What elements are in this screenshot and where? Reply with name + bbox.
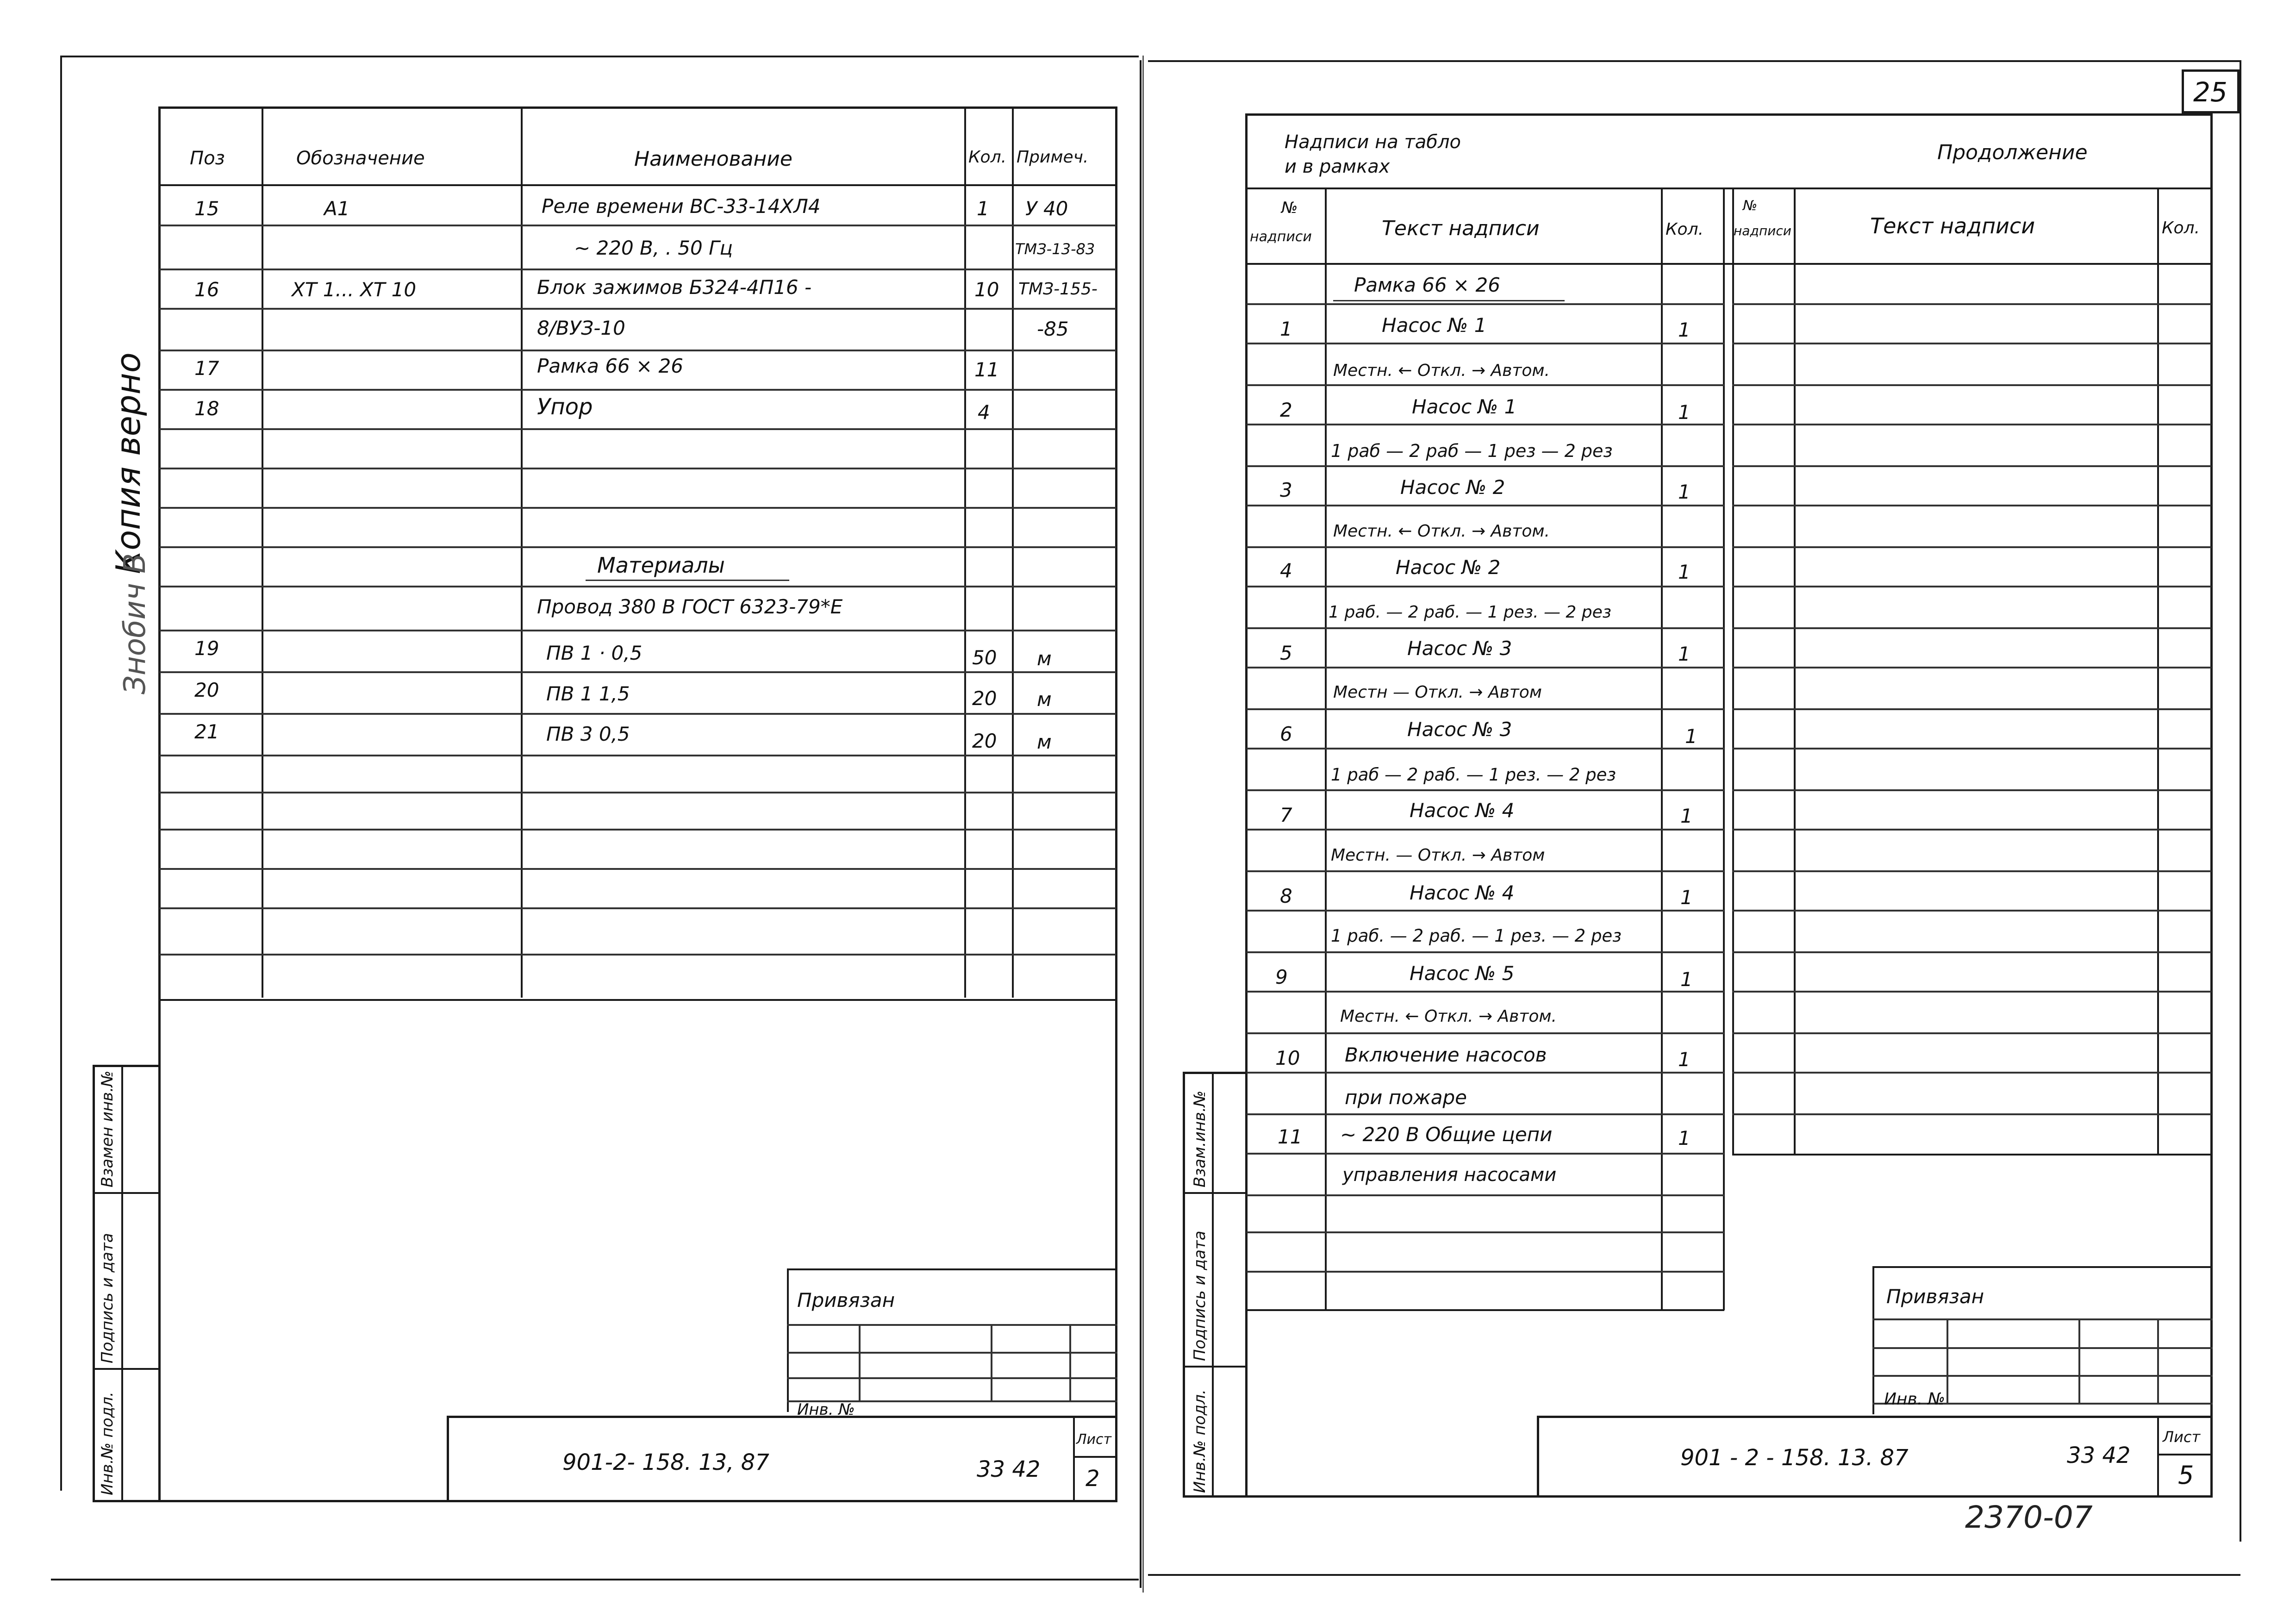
right2-row-line <box>1732 870 2211 872</box>
right2-row-line <box>1732 667 2211 668</box>
right2-header-qty: Кол. <box>2162 219 2200 237</box>
right-row-line <box>1247 1032 1724 1034</box>
right-row-text: Местн. ← Откл. → Автом. <box>1333 522 1550 541</box>
left-row-designation: ХТ 1... ХТ 10 <box>292 278 417 301</box>
right-row-num: 7 <box>1280 804 1292 826</box>
right-row-text: Насос № 1 <box>1382 314 1487 337</box>
right-row-line <box>1247 1194 1724 1196</box>
right-row-line <box>1247 303 1724 305</box>
right-sheet-label: Лист <box>2163 1428 2201 1446</box>
right2-row-line <box>1732 991 2211 993</box>
left-row-pos: 18 <box>194 397 219 420</box>
right2-row-line <box>1732 384 2211 386</box>
right2-row-line <box>1732 1032 2211 1034</box>
right2-row-line <box>1732 505 2211 506</box>
right-title-sheet-line <box>2157 1454 2213 1455</box>
right2-col-line-qty <box>2157 187 2159 1155</box>
right-row-qty: 1 <box>1678 481 1691 503</box>
right-title-sheet-divider <box>2157 1416 2159 1498</box>
right2-row-line <box>1732 829 2211 831</box>
right-table-bottom <box>1247 1309 1724 1311</box>
right-row-line <box>1247 1271 1724 1273</box>
right-row-num: 3 <box>1280 479 1292 501</box>
right-row-text: Местн. ← Откл. → Автом. <box>1340 1007 1557 1026</box>
right-row-qty: 1 <box>1678 1048 1691 1071</box>
right-bound-col <box>1947 1318 1948 1403</box>
right-row-text: при пожаре <box>1345 1086 1467 1109</box>
right2-header-text: Текст надписи <box>1870 213 2035 238</box>
left-row-name: ~ 220 В, . 50 Гц <box>574 237 733 259</box>
right-row-text: Местн. ← Откл. → Автом. <box>1333 361 1550 380</box>
right-header-num-l1: № <box>1281 199 1298 217</box>
right-row-text: Насос № 4 <box>1410 881 1515 904</box>
left-row-name: Провод 380 В ГОСТ 6323-79*Е <box>537 595 843 618</box>
right2-col-line-text <box>1794 187 1796 1155</box>
left-row-name: ПВ 1 1,5 <box>546 682 630 705</box>
right2-header-num-l1: № <box>1743 198 1758 214</box>
right-row-text: ~ 220 В Общие цепи <box>1340 1123 1553 1146</box>
left-row-name: ПВ 1 · 0,5 <box>546 642 643 664</box>
left-row-note: м <box>1037 688 1052 711</box>
left-row-note: ТМЗ-13-83 <box>1015 240 1095 258</box>
right2-row-line <box>1732 910 2211 912</box>
left-row-note: -85 <box>1037 318 1069 340</box>
right-row-qty: 1 <box>1678 319 1691 341</box>
left-row-pos: 15 <box>194 197 219 220</box>
right-row-line <box>1247 1072 1724 1074</box>
right2-row-line <box>1732 546 2211 548</box>
right-row-text: Насос № 2 <box>1400 476 1505 499</box>
right-row-line <box>1247 1153 1724 1155</box>
left-row-pos: 16 <box>194 278 219 301</box>
right-row-text: Насос № 1 <box>1412 395 1517 418</box>
right-row-text: Насос № 4 <box>1410 799 1515 822</box>
right-header-bottom-line <box>1247 263 2211 265</box>
right-row-text: Насос № 3 <box>1407 718 1512 741</box>
right-row-line <box>1247 465 1724 467</box>
continuation-label: Продолжение <box>1937 141 2088 164</box>
right-row-text: Местн — Откл. → Автом <box>1333 683 1542 702</box>
right-row-qty: 1 <box>1680 886 1693 909</box>
section-title-line2: и в рамках <box>1285 156 1390 177</box>
left-row-designation: А1 <box>324 197 350 220</box>
right-row-text: Насос № 2 <box>1396 556 1501 579</box>
right-row-text: Рамка 66 × 26 <box>1354 274 1500 296</box>
left-row-note: м <box>1037 647 1052 670</box>
right-outer-right-line <box>2240 60 2241 1542</box>
right-bound-label: Привязан <box>1886 1285 1984 1308</box>
left-album: 33 42 <box>977 1456 1041 1482</box>
right2-row-line <box>1732 627 2211 629</box>
right-header-text: Текст надписи <box>1382 217 1540 240</box>
left-side-label-inv: Инв.№ подл. <box>98 1392 117 1495</box>
right-section-title-line <box>1247 187 2211 189</box>
right-row-line <box>1247 384 1724 386</box>
right-row-line <box>1247 910 1724 912</box>
left-row-note: м <box>1037 731 1052 753</box>
right-row-qty: 1 <box>1680 968 1693 991</box>
right-row-line <box>1247 870 1724 872</box>
right-row-line <box>1247 1113 1724 1115</box>
right-row-line <box>1247 708 1724 710</box>
right2-table-bottom <box>1732 1154 2211 1156</box>
left-sheet-number: 2 <box>1086 1466 1100 1492</box>
right2-row-line <box>1732 1072 2211 1074</box>
right-row-line <box>1247 951 1724 953</box>
left-header-pos: Поз <box>190 148 225 169</box>
left-header-note: Примеч. <box>1017 148 1089 167</box>
right-row-qty: 1 <box>1678 643 1691 665</box>
right-header-num-l2: надписи <box>1250 229 1312 245</box>
right2-row-line <box>1732 586 2211 587</box>
right-row-line <box>1247 343 1724 344</box>
right-header-qty: Кол. <box>1666 220 1704 239</box>
left-row-qty: 20 <box>972 687 997 710</box>
right-row-line <box>1247 627 1724 629</box>
right2-col-line-num <box>1732 187 1734 1155</box>
right-side-inner-line <box>1212 1072 1214 1498</box>
left-row-qty: 20 <box>972 730 997 752</box>
right-bound-line <box>1872 1347 2213 1349</box>
right-row-line <box>1247 748 1724 750</box>
left-row-qty: 1 <box>977 197 989 220</box>
right-row-num: 9 <box>1275 966 1288 988</box>
frame-title-underline <box>1333 300 1565 301</box>
right2-row-line <box>1732 951 2211 953</box>
left-side-label-signature: Подпись и дата <box>98 1233 117 1363</box>
right-row-text: Включение насосов <box>1345 1043 1547 1066</box>
right-row-line <box>1247 505 1724 506</box>
right-row-text: Насос № 5 <box>1410 962 1515 985</box>
left-header-name: Наименование <box>634 147 792 171</box>
right-row-qty: 1 <box>1685 725 1697 748</box>
right-row-qty: 1 <box>1678 401 1691 424</box>
right-side-label-replace: Взам.инв.№ <box>1191 1090 1209 1187</box>
right-sheet-number: 5 <box>2178 1461 2194 1490</box>
left-row-name: 8/ВУЗ-10 <box>537 317 625 339</box>
right-side-divider-1 <box>1183 1192 1248 1194</box>
left-row-pos: 21 <box>194 720 219 743</box>
right-row-num: 1 <box>1280 318 1292 340</box>
right-row-text: 1 раб — 2 раб — 1 рез — 2 рез <box>1331 441 1613 461</box>
right-row-line <box>1247 991 1724 993</box>
left-inv-label: Инв. № <box>797 1400 855 1419</box>
right-row-text: Насос № 3 <box>1407 637 1512 660</box>
left-bound-label: Привязан <box>797 1289 895 1312</box>
right-row-text: управления насосами <box>1342 1164 1557 1186</box>
right-row-num: 8 <box>1280 885 1292 907</box>
left-row-name: Реле времени ВС-33-14ХЛ4 <box>542 195 821 218</box>
right-bottom-edge-line <box>1148 1574 2240 1576</box>
right-row-text: 1 раб. — 2 раб. — 1 рез. — 2 рез <box>1329 603 1611 622</box>
right-album: 33 42 <box>2067 1443 2131 1468</box>
right-row-num: 2 <box>1280 399 1292 421</box>
bottom-register-code: 2370-07 <box>1965 1499 2093 1535</box>
right-inv-label: Инв. № <box>1884 1390 1946 1409</box>
right2-row-line <box>1732 789 2211 791</box>
right2-row-line <box>1732 708 2211 710</box>
left-sheet-label: Лист <box>1076 1431 1112 1448</box>
left-row-pos: 19 <box>194 637 219 660</box>
right-row-qty: 1 <box>1678 561 1691 583</box>
left-row-qty: 10 <box>974 278 999 301</box>
left-row-qty: 4 <box>978 401 990 424</box>
right-row-line <box>1247 667 1724 668</box>
left-row-name: Упор <box>537 394 593 420</box>
right-row-qty: 1 <box>1680 805 1693 827</box>
right-row-text: 1 раб — 2 раб. — 1 рез. — 2 рез <box>1331 765 1616 785</box>
right-side-label-inv: Инв.№ подл. <box>1191 1389 1209 1493</box>
left-header-designation: Обозначение <box>296 148 425 169</box>
right-bound-line <box>1872 1318 2213 1320</box>
left-row-name: Рамка 66 × 26 <box>537 355 683 377</box>
right-row-line <box>1247 424 1724 425</box>
right2-header-num-l2: надписи <box>1734 223 1791 238</box>
left-header-qty: Кол. <box>968 148 1007 167</box>
left-row-qty: 11 <box>974 358 999 381</box>
right2-row-line <box>1732 303 2211 305</box>
signature-note: Знобич В <box>118 553 152 694</box>
left-doc-code: 901-2- 158. 13, 87 <box>562 1449 769 1475</box>
right-row-line <box>1247 829 1724 831</box>
right-row-qty: 1 <box>1678 1127 1691 1149</box>
left-row-note: ТМЗ-155- <box>1018 280 1098 299</box>
right-row-text: 1 раб. — 2 раб. — 1 рез. — 2 рез <box>1331 926 1622 946</box>
left-row-pos: 17 <box>194 357 219 380</box>
left-row-qty: 50 <box>972 646 997 669</box>
right-outer-top-line <box>1148 60 2240 62</box>
right2-row-line <box>1732 465 2211 467</box>
right-row-line <box>1247 586 1724 587</box>
right-row-line <box>1247 1231 1724 1233</box>
right-row-line <box>1247 789 1724 791</box>
right-row-num: 10 <box>1275 1047 1300 1069</box>
left-row-name: Блок зажимов Б324-4П16 - <box>537 276 812 299</box>
right-bound-line <box>1872 1375 2213 1377</box>
right2-row-line <box>1732 343 2211 344</box>
right-side-label-signature: Подпись и дата <box>1191 1230 1209 1361</box>
left-row-pos: 20 <box>194 679 219 701</box>
right-side-divider-2 <box>1183 1366 1248 1368</box>
right-row-num: 5 <box>1280 642 1292 664</box>
section-title-line1: Надписи на табло <box>1285 131 1461 153</box>
left-side-label-replace: Взамен инв.№ <box>98 1070 117 1187</box>
right-bound-col <box>2157 1318 2159 1403</box>
right2-row-line <box>1732 424 2211 425</box>
left-row-note: У 40 <box>1025 197 1068 220</box>
right-row-num: 4 <box>1280 559 1292 582</box>
right-row-num: 6 <box>1280 723 1292 745</box>
right-row-line <box>1247 546 1724 548</box>
left-row-name: Материалы <box>597 553 725 578</box>
right-doc-code: 901 - 2 - 158. 13. 87 <box>1680 1445 1909 1471</box>
right-row-num: 11 <box>1278 1125 1303 1148</box>
right2-row-line <box>1732 1113 2211 1115</box>
left-row-name: ПВ 3 0,5 <box>546 723 630 745</box>
right-row-text: Местн. — Откл. → Автом <box>1331 846 1545 865</box>
right2-row-line <box>1732 748 2211 750</box>
right-bound-col <box>2078 1318 2080 1403</box>
copy-verified-note: Копия верно <box>109 352 148 574</box>
page-number: 25 <box>2193 76 2227 108</box>
